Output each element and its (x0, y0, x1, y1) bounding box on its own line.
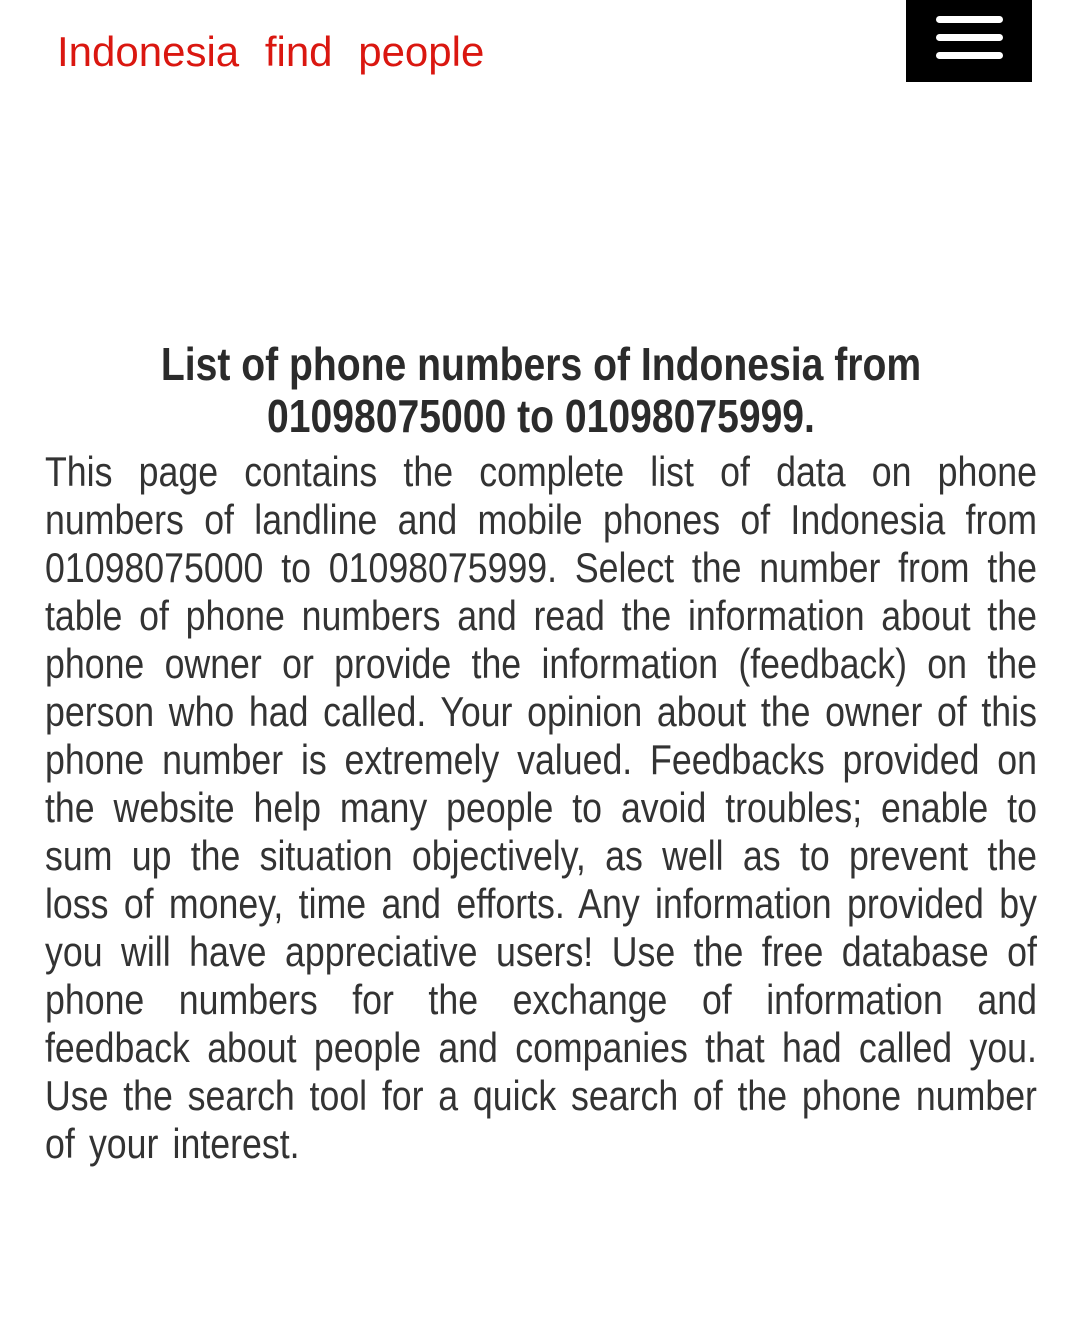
hamburger-icon (936, 16, 1003, 59)
page-description: This page contains the complete list of data on phone numbers of landline and mobile phones of Indonesia from 01098075000 to 01098075999. Select the number from the table of phone numbers and read the information about the phone owner or provide the information (feedback) on the person who had called. Your opinion about the owner of this phone number is extremely valued. Feedbacks provided on the website help many people to avoid troubles; enable to sum up the situation objectively, as well as to prevent the loss of money, time and efforts. Any information provided by you will have appreciative users! Use the free database of phone numbers for the exchange of information and feedback about people and companies that had called you. Use the search tool for a quick search of the phone number of your interest. (45, 448, 1037, 1167)
content-column (45, 338, 1037, 1168)
top-bar (0, 0, 1080, 82)
site-title-link[interactable]: Indonesia find people (57, 28, 485, 75)
main-content (0, 338, 1080, 1168)
menu-button[interactable] (906, 0, 1032, 82)
page-title: List of phone numbers of Indonesia from 01098075000 to 01098075999. (160, 338, 922, 442)
